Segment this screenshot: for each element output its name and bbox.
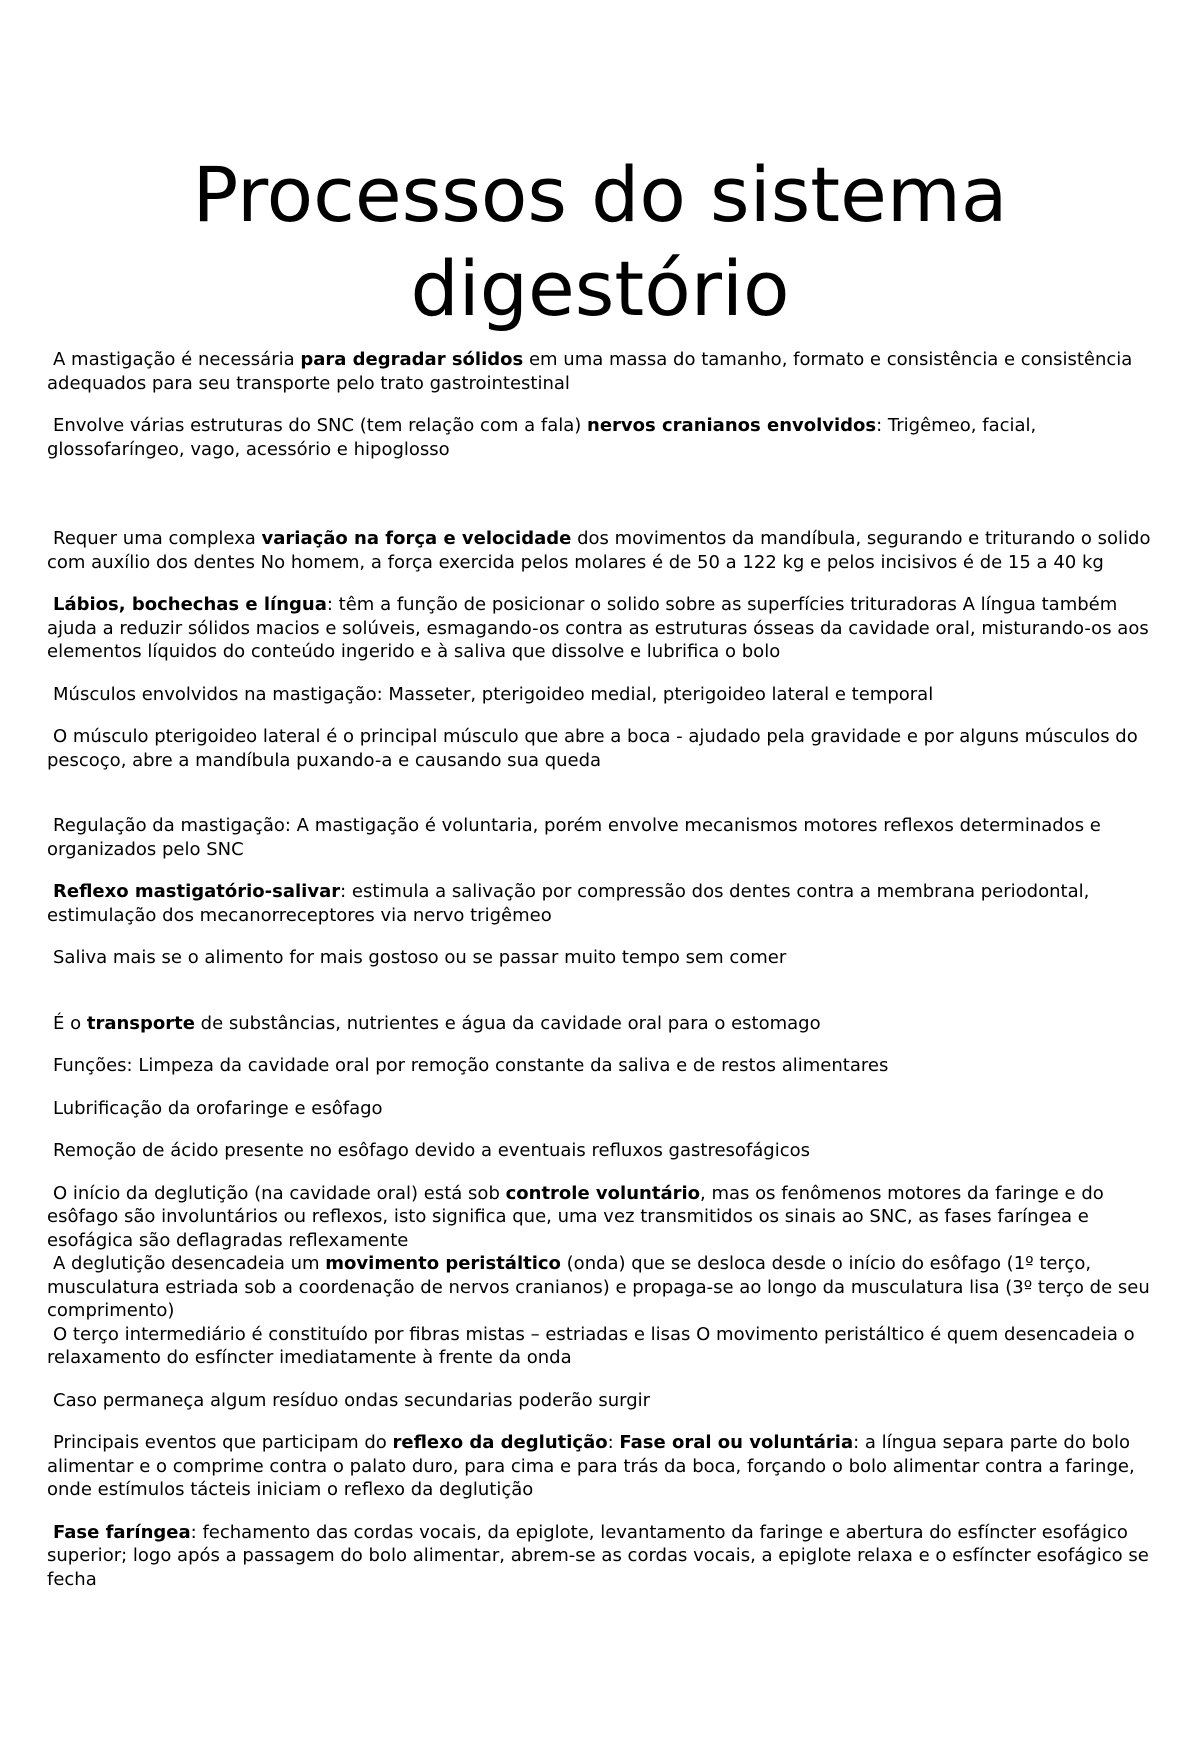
paragraph-transporte <box>47 1012 1172 1036</box>
paragraph-musculos <box>47 683 1172 707</box>
paragraph-text: É o <box>53 1012 87 1034</box>
bold-term: Reflexo mastigatório-salivar <box>53 881 341 902</box>
paragraph-text: : Trigêmeo, facial, glossofaríngeo, vago, acessório e hipoglosso <box>47 415 1037 460</box>
paragraph-text: Envolve várias estruturas do SNC (tem relação com a fala) <box>53 415 588 436</box>
paragraph-eventos <box>47 1431 1172 1502</box>
paragraph-text: Funções: Limpeza da cavidade oral por remoção constante da saliva e de restos alimentares <box>53 1055 889 1076</box>
paragraph-text: O início da deglutição (na cavidade oral) está sob <box>53 1182 506 1204</box>
paragraph-text: Lubrificação da orofaringe e esôfago <box>53 1097 383 1119</box>
paragraph-funcoes <box>47 1054 1172 1078</box>
bold-term: variação na força e velocidade <box>261 528 572 549</box>
bold-term: transporte <box>86 1012 195 1034</box>
paragraph-terco-intermediario <box>47 1323 1172 1370</box>
paragraph-text: dos movimentos da mandíbula, segurando e triturando o solido com auxílio dos dentes No homem, a força exercida pelos molares é de 50 a 122 kg e pelos incisivos é de 15 a 40 kg <box>47 528 1151 573</box>
paragraph-text: : fechamento das cordas vocais, da epiglote, levantamento da faringe e abertura do esfíncter esofágico superior; logo após a passagem do bolo alimentar, abrem-se as cordas vocais, a epiglote relaxa e o esfíncter esofágico se fecha <box>47 1521 1149 1590</box>
page-title <box>0 148 1200 336</box>
paragraph-forca <box>47 527 1172 574</box>
paragraph-pterigoideo <box>47 725 1172 772</box>
paragraph-saliva <box>47 946 1172 970</box>
paragraph-lubrificacao <box>47 1097 1172 1121</box>
paragraph-text: O terço intermediário é constituído por fibras mistas – estriadas e lisas O movimento peristáltico é quem desencadeia o relaxamento do esfíncter imediatamente à frente da onda <box>47 1323 1135 1368</box>
paragraph-text: Músculos envolvidos na mastigação: Masseter, pterigoideo medial, pterigoideo lateral e temporal <box>53 683 934 705</box>
bold-term: controle voluntário <box>505 1182 700 1204</box>
paragraph-mastigacao <box>47 348 1172 395</box>
paragraph-text: (onda) que se desloca desde o início do esôfago (1º terço, musculatura estriada sob a coordenação de nervos cranianos) e propaga-se ao longo da musculatura lisa (3º terço de seu comprimento) <box>47 1253 1150 1321</box>
paragraph-reflexo <box>47 880 1172 927</box>
paragraph-fase-faringea <box>47 1521 1172 1592</box>
paragraph-text: : a língua separa parte do bolo alimentar e o comprime contra o palato duro, para cima e para trás da boca, forçando o bolo alimentar contra a faringe, onde estímulos tácteis iniciam o reflexo da deglutição <box>47 1432 1135 1500</box>
title-line-2: digestório <box>410 244 790 333</box>
paragraph-text: Remoção de ácido presente no esôfago devido a eventuais refluxos gastresofágicos <box>53 1140 810 1161</box>
paragraph-text: : têm a função de posicionar o solido sobre as superfícies trituradoras A língua também ajuda a reduzir sólidos macios e solúveis, esmagando-os contra as estruturas ósseas da cavidade oral, misturando-os aos elementos líquidos do conteúdo ingerido e à saliva que dissolve e lubrifica o bolo <box>47 594 1149 662</box>
bold-term: para degradar sólidos <box>300 349 524 370</box>
paragraph-text: A deglutição desencadeia um <box>53 1253 326 1274</box>
paragraph-text: Saliva mais se o alimento for mais gostoso ou se passar muito tempo sem comer <box>53 947 787 968</box>
bold-term: Lábios, bochechas e língua <box>53 594 327 615</box>
bold-term: movimento peristáltico <box>325 1253 561 1274</box>
paragraph-nervos <box>47 414 1172 461</box>
paragraph-text: Principais eventos que participam do <box>53 1432 393 1453</box>
paragraph-inicio-degluticao <box>47 1182 1172 1253</box>
bold-term: Fase faríngea <box>53 1521 191 1543</box>
paragraph-text: O músculo pterigoideo lateral é o principal músculo que abre a boca - ajudado pela gravidade e por alguns músculos do pescoço, abre a mandíbula puxando-a e causando sua queda <box>47 726 1138 771</box>
paragraph-peristaltico <box>47 1252 1172 1323</box>
paragraph-text: em uma massa do tamanho, formato e consistência e consistência adequados para seu transporte pelo trato gastrointestinal <box>47 349 1133 394</box>
paragraph-labios <box>47 593 1172 664</box>
paragraph-text: A mastigação é necessária <box>53 349 301 370</box>
bold-term: nervos cranianos envolvidos <box>587 415 877 436</box>
bold-term: reflexo da deglutição <box>392 1432 608 1453</box>
paragraph-text: Requer uma complexa <box>53 528 262 549</box>
document-body <box>47 348 1172 1610</box>
paragraph-text: Caso permaneça algum resíduo ondas secundarias poderão surgir <box>53 1389 651 1411</box>
bold-term: Fase oral ou voluntária <box>619 1432 854 1453</box>
paragraph-text: de substâncias, nutrientes e água da cavidade oral para o estomago <box>194 1012 821 1034</box>
paragraph-text: Regulação da mastigação: A mastigação é voluntaria, porém envolve mecanismos motores reflexos determinados e organizados pelo SNC <box>47 815 1101 860</box>
paragraph-regulacao <box>47 814 1172 861</box>
paragraph-text: : estimula a salivação por compressão dos dentes contra a membrana periodontal, estimulação dos mecanorreceptores via nervo trigêmeo <box>47 881 1090 926</box>
paragraph-residuo <box>47 1389 1172 1413</box>
paragraph-remocao <box>47 1139 1172 1163</box>
paragraph-text: : <box>607 1432 620 1453</box>
paragraph-text: , mas os fenômenos motores da faringe e do esôfago são involuntários ou reflexos, isto significa que, uma vez transmitidos os sinais ao SNC, as fases faríngea e esofágica são deflagradas reflexamente <box>47 1182 1104 1251</box>
title-line-1: Processos do sistema <box>192 150 1008 239</box>
